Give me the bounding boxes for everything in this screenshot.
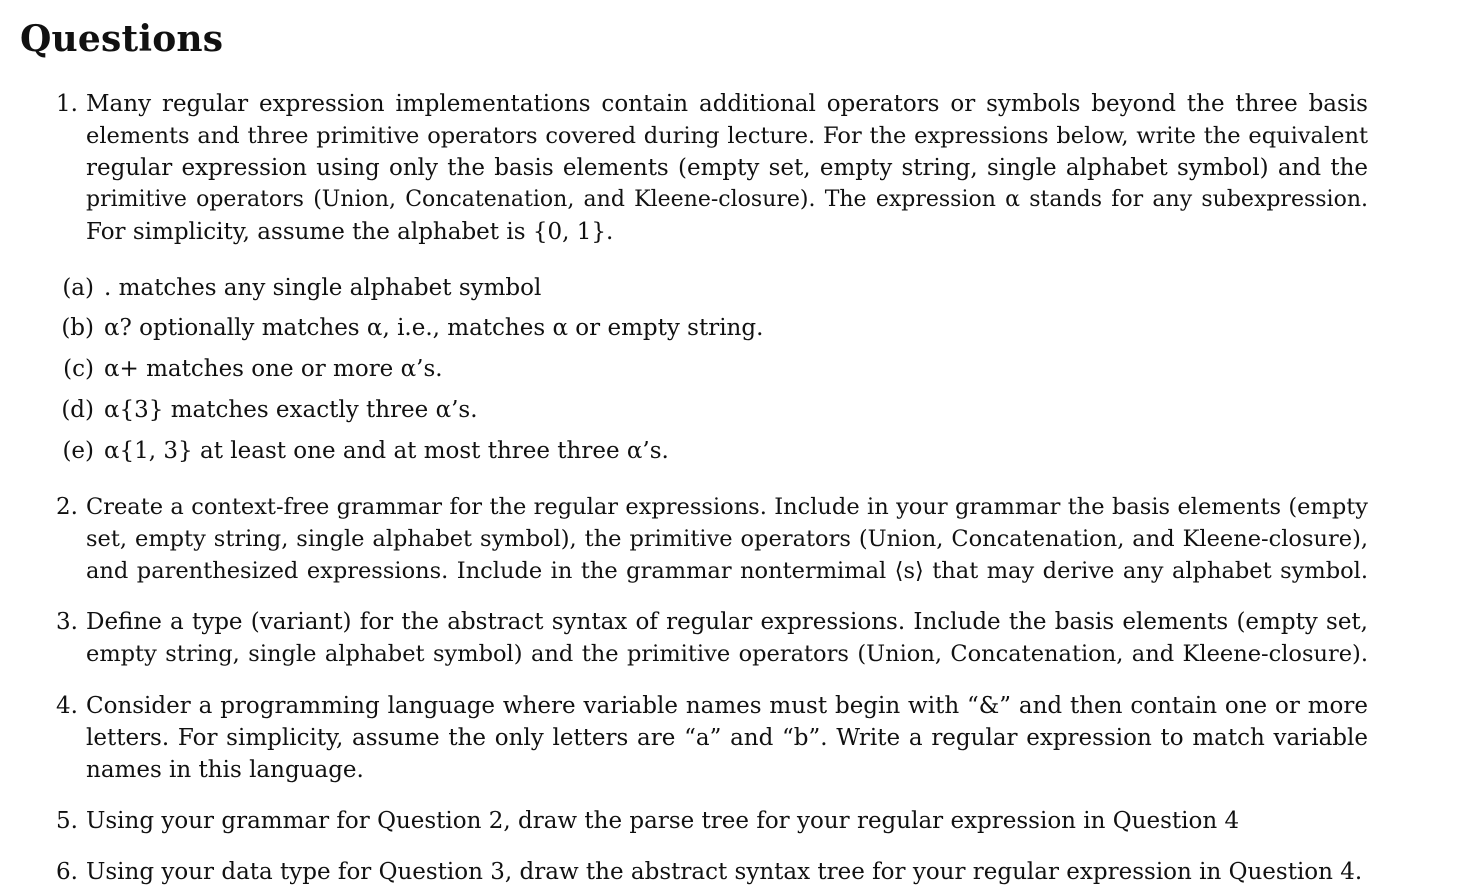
subitem-text: α+ matches one or more α’s. (104, 356, 443, 382)
subitem-text: α? optionally matches α, i.e., matches α or empty string. (104, 315, 764, 341)
subitem-label: (c) (63, 356, 94, 382)
question-number: 6. (56, 859, 78, 885)
subitem-label: (a) (62, 275, 94, 301)
question-text (86, 805, 1368, 837)
subitem-c (48, 353, 443, 385)
question-text (86, 690, 1368, 786)
question-line: Many regular expression implementations contain additional operators or symbols beyond the three basis (86, 91, 1368, 117)
question-line: and parenthesized expressions. Include in the grammar nontermimal ⟨s⟩ that may derive any alphabet symbol. (86, 558, 1368, 584)
subitem-label: (d) (61, 397, 94, 423)
question-line: empty string, single alphabet symbol) and the primitive operators (Union, Concatenation, and Kleene-closure). (86, 641, 1368, 667)
question-line: letters. For simplicity, assume the only letters are “a” and “b”. Write a regular expression to match variable (86, 725, 1368, 751)
question-text (86, 856, 1368, 888)
subitem-e (48, 435, 669, 467)
page-title: Questions (20, 18, 224, 60)
question-line: Consider a programming language where variable names must begin with “&” and then contain one or more (86, 693, 1368, 719)
question-line: regular expression using only the basis elements (empty set, empty string, single alphabet symbol) and the (86, 155, 1368, 181)
question-number: 5. (56, 808, 78, 834)
question-number: 4. (56, 693, 78, 719)
question-line: Using your grammar for Question 2, draw the parse tree for your regular expression in Question 4 (86, 808, 1240, 834)
subitem-label: (e) (62, 438, 94, 464)
question-text (86, 491, 1368, 587)
question-line: Create a context-free grammar for the regular expressions. Include in your grammar the basis elements (empty (86, 494, 1368, 520)
question-text (86, 606, 1368, 670)
question-text (86, 88, 1368, 248)
question-line: Using your data type for Question 3, draw the abstract syntax tree for your regular expression in Question 4. (86, 859, 1363, 885)
question-line: primitive operators (Union, Concatenation, and Kleene-closure). The expression α stands for any subexpression. (86, 187, 1368, 212)
subitem-b (48, 312, 763, 344)
question-number: 2. (56, 494, 78, 520)
question-line: For simplicity, assume the alphabet is {0, 1}. (86, 219, 614, 245)
subitem-text: α{3} matches exactly three α’s. (104, 397, 478, 423)
question-number: 1. (56, 91, 78, 117)
subitem-label: (b) (61, 315, 94, 341)
subitem-d (48, 394, 478, 426)
question-line: names in this language. (86, 757, 364, 783)
subitem-a (48, 272, 541, 304)
question-number: 3. (56, 609, 78, 635)
question-line: elements and three primitive operators covered during lecture. For the expressions below, write the equivalent (86, 123, 1368, 149)
question-line: set, empty string, single alphabet symbol), the primitive operators (Union, Concatenation, and Kleene-closure), (86, 526, 1368, 552)
question-line: Define a type (variant) for the abstract syntax of regular expressions. Include the basis elements (empty set, (86, 609, 1368, 635)
subitem-text: . matches any single alphabet symbol (104, 275, 542, 301)
subitem-text: α{1, 3} at least one and at most three three α’s. (104, 438, 669, 464)
